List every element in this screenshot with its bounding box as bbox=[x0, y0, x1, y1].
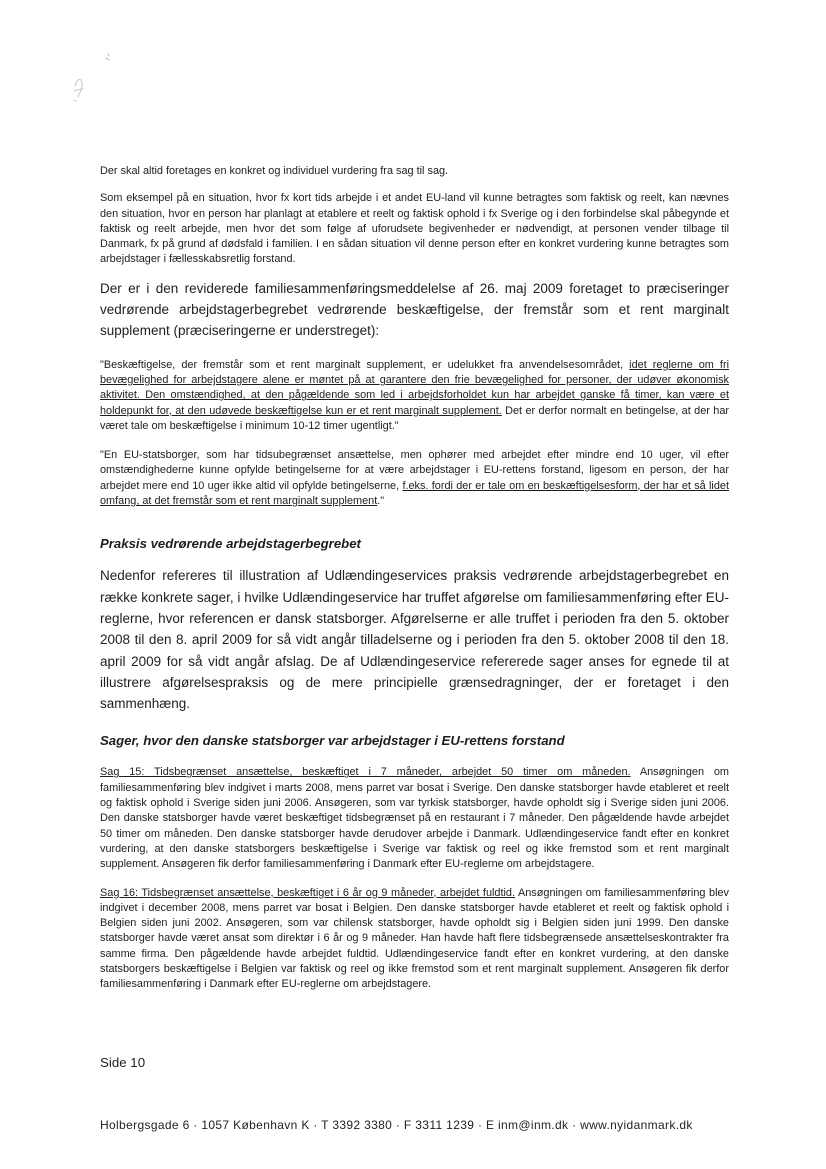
footer-address: Holbergsgade 6 · 1057 København K · T 3392 3380 · F 3311 1239 · E inm@inm.dk · www.nyidanmark.dk bbox=[100, 1118, 693, 1132]
paragraph-practice-overview: Nedenfor refereres til illustration af Udlændingeservices praksis vedrørende arbejdstagerbegrebet en række konkrete sager, i hvilke Udlændingeservice har truffet afgørelse om familiesammenføring efter EU-reglerne, hvor referencen er dansk statsborger. Afgørelserne er alle truffet i perioden fra den 5. oktober 2008 til den 8. april 2009 for så vidt angår tilladelserne og i perioden fra den 5. oktober 2008 til den 18. april 2009 for så vidt angår afslag. De af Udlændingeservice refererede sager anses for egnede til at illustrere afgørelsespraksis og de mere principielle grænsedragninger, der er foretaget i den sammenhæng. bbox=[100, 568, 729, 712]
case-16-title: Sag 16: Tidsbegrænset ansættelse, beskæftiget i 6 år og 9 måneder, arbejdet fuldtid. bbox=[100, 886, 516, 899]
quote-eu-citizen-employment bbox=[100, 448, 729, 509]
quote1-tail-text: Det er derfor normalt en betingelse, at der har været tale om beskæftigelse i minimum 10-12 timer ugentligt." bbox=[100, 404, 730, 432]
case-15-paragraph bbox=[100, 765, 729, 872]
quote-marginal-supplement bbox=[100, 358, 729, 434]
paragraph-revised-guidance: Der er i den reviderede familiesammenføringsmeddelelse af 26. maj 2009 foretaget to præciseringer vedrørende arbejdstagerbegrebet vedrørende beskæftigelse, der fremstår som et rent marginalt supplement (præciseringerne er understreget): bbox=[100, 280, 729, 339]
quote2-underlined-text: f.eks. fordi der er tale om en beskæftigelsesform, der har et så lidet omfang, at det fremstår som et rent marginalt supplement bbox=[100, 479, 729, 508]
quote2-tail-text: ." bbox=[377, 495, 385, 508]
case-16-body: Ansøgningen om familiesammenføring blev indgivet i december 2008, mens parret var bosat i Belgien. Den danske statsborger havde etableret et reelt og faktisk ophold i Belgien siden juni 2002. Ansøgeren, som var chilensk statsborger, havde opholdt sig i Belgien siden juni 1999. Den danske statsborger havde været ansat som direktør i 6 år og 9 måneder. Han havde haft flere tidsbegrænsede ansættelseskontrakter fra samme firma. Den pågældende havde arbejdet fuldtid. Udlændingeservice fandt efter en konkret vurdering, at den danske statsborgers beskæftigelse i Belgien var faktisk og reel og ikke fremstod som et rent marginalt supplement. Ansøgeren fik derfor familiesammenføring i Danmark efter EU-reglerne om arbejdstagere. bbox=[100, 886, 729, 991]
quote2-lead-text: "En EU-statsborger, som har tidsubegrænset ansættelse, men ophører med arbejdet efter mindre end 10 uger, vil efter omstændighederne kunne opfylde betingelserne for at være arbejdstager i EU-rettens forstand, ligesom en person, der har arbejdet mere end 10 uger ikke altid vil opfylde betingelserne, bbox=[100, 449, 729, 492]
section-heading-sager: Sager, hvor den danske statsborger var arbejdstager i EU-rettens forstand bbox=[100, 733, 565, 749]
quote1-lead-text: "Beskæftigelse, der fremstår som et rent marginalt supplement, er udelukket fra anvendelsesområdet, bbox=[100, 358, 630, 371]
quote1-underlined-text: idet reglerne om fri bevægelighed for arbejdstagere alene er møntet på at garantere den frie bevægelighed for personer, der udøver økonomisk aktivitet. Den omstændighed, at den pågældende som led i arbejdsforholdet kun har arbejdet ganske få timer, kan være et holdepunkt for, at den udøvede beskæftigelse kun er et rent marginalt supplement. bbox=[100, 358, 729, 417]
section-heading-praksis: Praksis vedrørende arbejdstagerbegrebet bbox=[100, 536, 361, 552]
page-number: Side 10 bbox=[100, 1055, 146, 1070]
flex-spacer bbox=[100, 993, 729, 1054]
paragraph-example-situation: Som eksempel på en situation, hvor fx kort tids arbejde i et andet EU-land vil kunne betragtes som faktisk og reelt, kan nævnes den situation, hvor en person har planlagt at etablere et reelt og faktisk ophold i fx Sverige og i den forbindelse skal påbegynde et faktisk og reelt arbejde, men hvor det som følge af uforudsete begivenheder er nødvendigt, at personen vender tilbage til Danmark, fx på grund af dødsfald i familien. I en sådan situation vil denne person efter en konkret vurdering kunne betragtes som arbejdstager i fællesskabsretlig forstand. bbox=[100, 192, 729, 266]
case-15-body: Ansøgningen om familiesammenføring blev indgivet i marts 2008, mens parret var bosat i Sverige. Den danske statsborger havde etableret et reelt og faktisk ophold i Sverige siden juni 2006. Ansøgeren, som var tyrkisk statsborger, havde opholdt sig i Sverige siden juni 2006. Den danske statsborger havde været beskæftiget tidsbegrænset på en restaurant i 7 måneder. Den pågældende havde arbejdet 50 timer om måneden. Den danske statsborger havde derudover arbejde i Danmark. Udlændingeservice fandt efter en konkret vurdering, at den danske statsborgers beskæftigelse i Sverige var faktisk og reel og ikke fremstod som et rent marginalt supplement. Ansøgeren fik derfor familiesammenføring i Danmark efter EU-reglerne om arbejdstagere. bbox=[100, 766, 729, 871]
case-16-paragraph bbox=[100, 886, 729, 993]
paragraph-case-by-case-assessment: Der skal altid foretages en konkret og individuel vurdering fra sag til sag. bbox=[100, 165, 449, 177]
case-15-title: Sag 15: Tidsbegrænset ansættelse, beskæftiget i 7 måneder, arbejdet 50 timer om måneden. bbox=[100, 766, 631, 779]
